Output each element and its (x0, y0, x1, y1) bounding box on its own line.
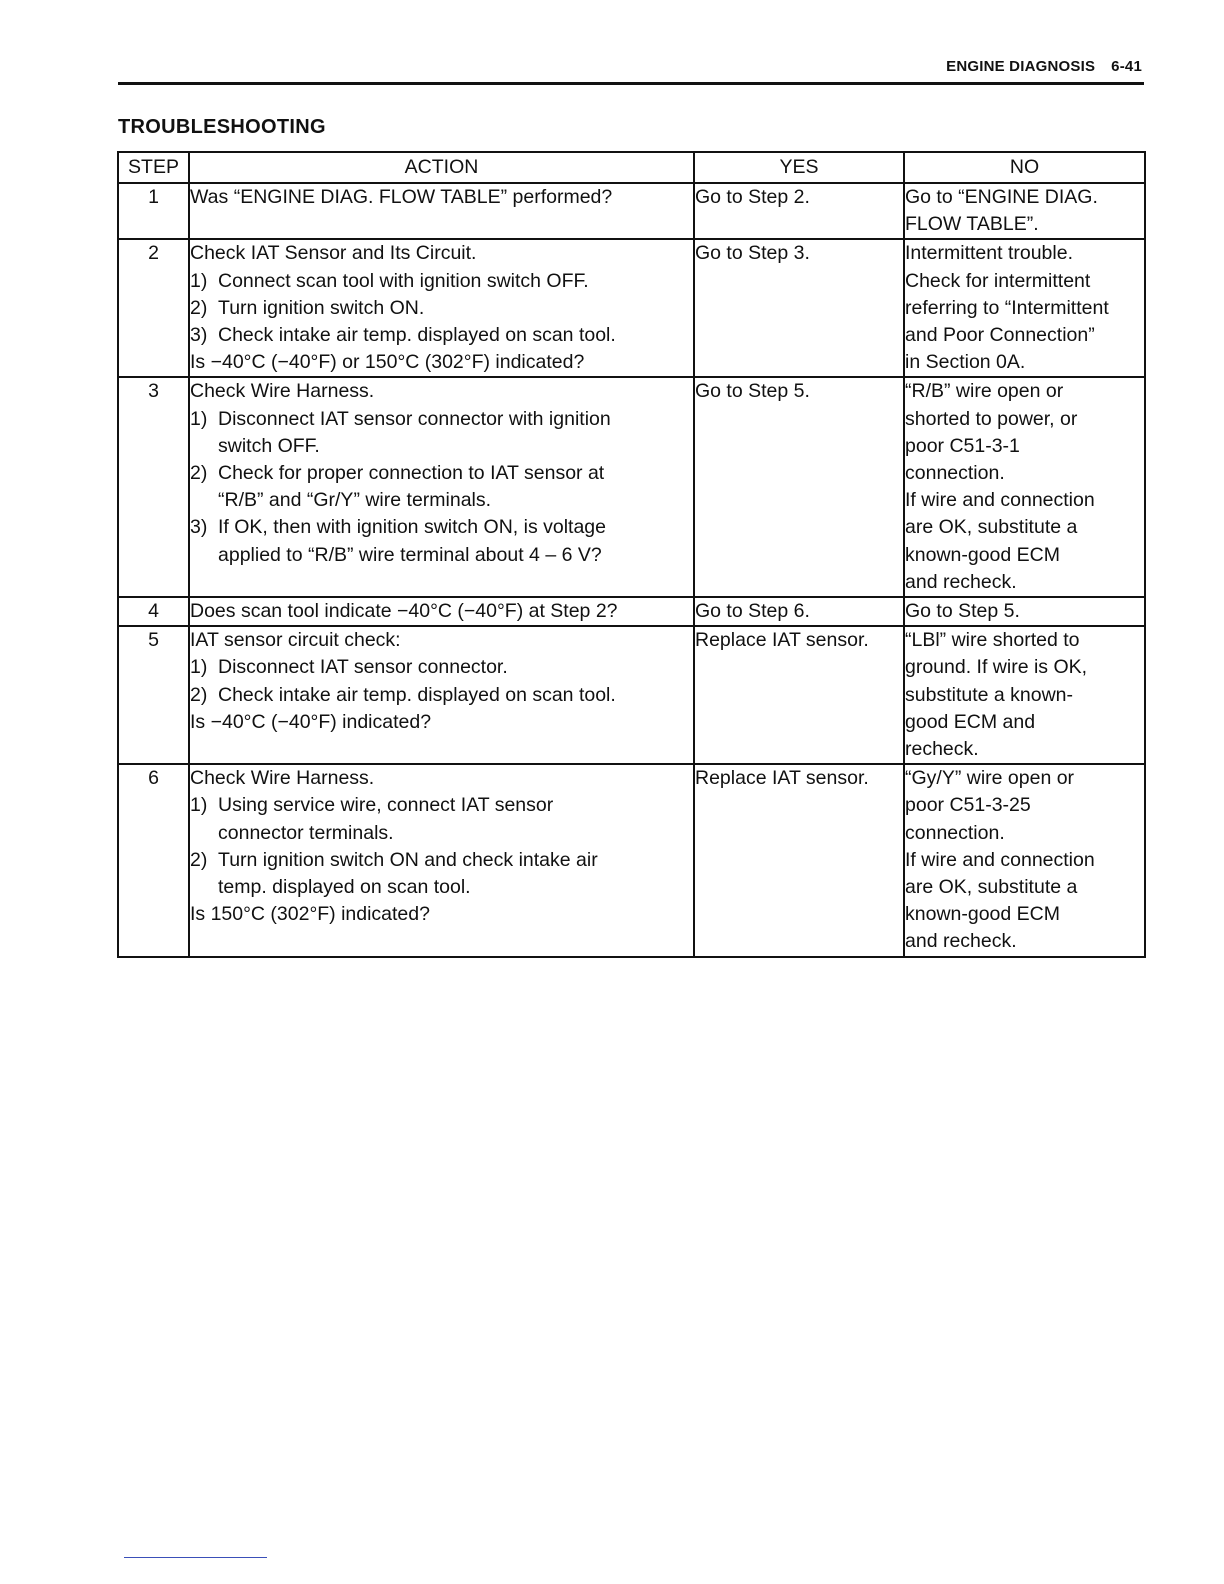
yes-text: Go to Step 6. (695, 600, 810, 623)
table-row (118, 183, 1145, 239)
action-title: Check Wire Harness. (190, 380, 375, 403)
no-text: in Section 0A. (905, 351, 1026, 374)
yes-cell (694, 597, 904, 626)
no-text: and recheck. (905, 570, 1017, 593)
item-text: Disconnect IAT sensor connector with ignition (218, 407, 611, 430)
yes-text: Go to Step 3. (695, 242, 810, 265)
yes-cell (694, 626, 904, 764)
action-item (190, 268, 693, 295)
yes-text: Replace IAT sensor. (695, 767, 869, 790)
action-cell (189, 626, 694, 764)
no-cell (904, 626, 1145, 764)
no-text: Go to “ENGINE DIAG. (905, 186, 1098, 208)
item-continuation: switch OFF. (218, 434, 320, 457)
no-cell (904, 377, 1145, 597)
item-number: 1) (190, 794, 208, 817)
no-text: ground. If wire is OK, (905, 656, 1088, 679)
no-text: “LBl” wire shorted to (905, 629, 1080, 652)
action-cell (189, 183, 694, 239)
column-header-no: NO (904, 152, 1145, 183)
item-number: 1) (190, 656, 208, 679)
action-text: Was “ENGINE DIAG. FLOW TABLE” performed? (190, 186, 613, 208)
no-text: Go to Step 5. (905, 600, 1020, 623)
table-row (118, 597, 1145, 626)
action-item (190, 322, 693, 349)
no-text: known-good ECM (905, 543, 1060, 566)
step-number: 2 (118, 239, 189, 377)
action-text: Does scan tool indicate −40°C (−40°F) at Step 2? (190, 600, 618, 623)
footer-divider (124, 1557, 267, 1558)
column-header-step: STEP (118, 152, 189, 183)
no-text: “R/B” wire open or (905, 380, 1064, 403)
action-item (190, 460, 693, 487)
column-header-action: ACTION (189, 152, 694, 183)
action-cell (189, 239, 694, 377)
action-cell (189, 597, 694, 626)
no-text: If wire and connection (905, 848, 1095, 871)
action-question: Is 150°C (302°F) indicated? (190, 903, 430, 926)
yes-cell (694, 183, 904, 239)
item-text: Using service wire, connect IAT sensor (218, 794, 554, 817)
item-text: Turn ignition switch ON and check intake air (218, 848, 598, 871)
step-number: 6 (118, 764, 189, 956)
no-text: and recheck. (905, 930, 1017, 953)
step-number: 5 (118, 626, 189, 764)
item-continuation: applied to “R/B” wire terminal about 4 – 6 V? (218, 543, 602, 566)
no-text: substitute a known- (905, 683, 1074, 706)
troubleshooting-table (117, 151, 1146, 958)
no-text: connection. (905, 462, 1005, 485)
table-row (118, 377, 1145, 597)
action-title: Check Wire Harness. (190, 767, 375, 790)
item-number: 2) (190, 462, 208, 485)
action-item (190, 792, 693, 819)
yes-text: Replace IAT sensor. (695, 629, 869, 652)
yes-text: Go to Step 2. (695, 186, 810, 208)
table-row (118, 764, 1145, 956)
no-text: If wire and connection (905, 489, 1095, 512)
item-number: 2) (190, 296, 208, 319)
no-text: Intermittent trouble. (905, 242, 1073, 265)
no-text: shorted to power, or (905, 407, 1078, 430)
item-number: 2) (190, 848, 208, 871)
item-number: 2) (190, 683, 208, 706)
no-text: connection. (905, 821, 1005, 844)
no-text: recheck. (905, 738, 979, 761)
action-cell (189, 377, 694, 597)
yes-text: Go to Step 5. (695, 380, 810, 403)
item-number: 3) (190, 324, 208, 347)
item-continuation: connector terminals. (218, 821, 394, 844)
action-item (190, 514, 693, 541)
action-title: Check IAT Sensor and Its Circuit. (190, 242, 477, 265)
item-number: 1) (190, 269, 208, 292)
no-text: are OK, substitute a (905, 876, 1078, 899)
no-cell (904, 764, 1145, 956)
header-section: ENGINE DIAGNOSIS (946, 58, 1096, 75)
item-text: Check intake air temp. displayed on scan tool. (218, 683, 616, 706)
no-cell (904, 597, 1145, 626)
no-text: Check for intermittent (905, 269, 1091, 292)
action-item (190, 847, 693, 874)
no-cell (904, 239, 1145, 377)
table-row (118, 626, 1145, 764)
step-number: 1 (118, 183, 189, 239)
step-number: 4 (118, 597, 189, 626)
item-continuation: temp. displayed on scan tool. (218, 876, 471, 899)
table-row (118, 239, 1145, 377)
action-item (190, 654, 693, 681)
no-text: referring to “Intermittent (905, 296, 1109, 319)
no-text: poor C51-3-1 (905, 434, 1020, 457)
item-text: Disconnect IAT sensor connector. (218, 656, 508, 679)
action-item (190, 406, 693, 433)
no-text: are OK, substitute a (905, 516, 1078, 539)
section-title: TROUBLESHOOTING (118, 116, 326, 138)
item-text: Check for proper connection to IAT sensor at (218, 462, 605, 485)
item-text: Connect scan tool with ignition switch OFF. (218, 269, 589, 292)
column-header-yes: YES (694, 152, 904, 183)
action-title: IAT sensor circuit check: (190, 629, 401, 652)
action-item (190, 682, 693, 709)
step-number: 3 (118, 377, 189, 597)
item-text: If OK, then with ignition switch ON, is voltage (218, 516, 607, 539)
no-text: and Poor Connection” (905, 324, 1095, 347)
no-cell (904, 183, 1145, 239)
action-question: Is −40°C (−40°F) or 150°C (302°F) indicated? (190, 351, 585, 374)
no-text: good ECM and (905, 710, 1036, 733)
item-continuation: “R/B” and “Gr/Y” wire terminals. (218, 489, 492, 512)
item-number: 3) (190, 516, 208, 539)
no-text: known-good ECM (905, 903, 1060, 926)
no-text: FLOW TABLE”. (905, 213, 1039, 236)
yes-cell (694, 239, 904, 377)
yes-cell (694, 764, 904, 956)
yes-cell (694, 377, 904, 597)
item-text: Check intake air temp. displayed on scan tool. (218, 324, 616, 347)
action-cell (189, 764, 694, 956)
header-page-number: 6-41 (1111, 58, 1142, 75)
table-header-row (118, 152, 1145, 183)
no-text: “Gy/Y” wire open or (905, 767, 1075, 790)
item-text: Turn ignition switch ON. (218, 296, 425, 319)
page-header (118, 58, 1144, 85)
no-text: poor C51-3-25 (905, 794, 1031, 817)
action-question: Is −40°C (−40°F) indicated? (190, 710, 432, 733)
item-number: 1) (190, 407, 208, 430)
action-item (190, 295, 693, 322)
